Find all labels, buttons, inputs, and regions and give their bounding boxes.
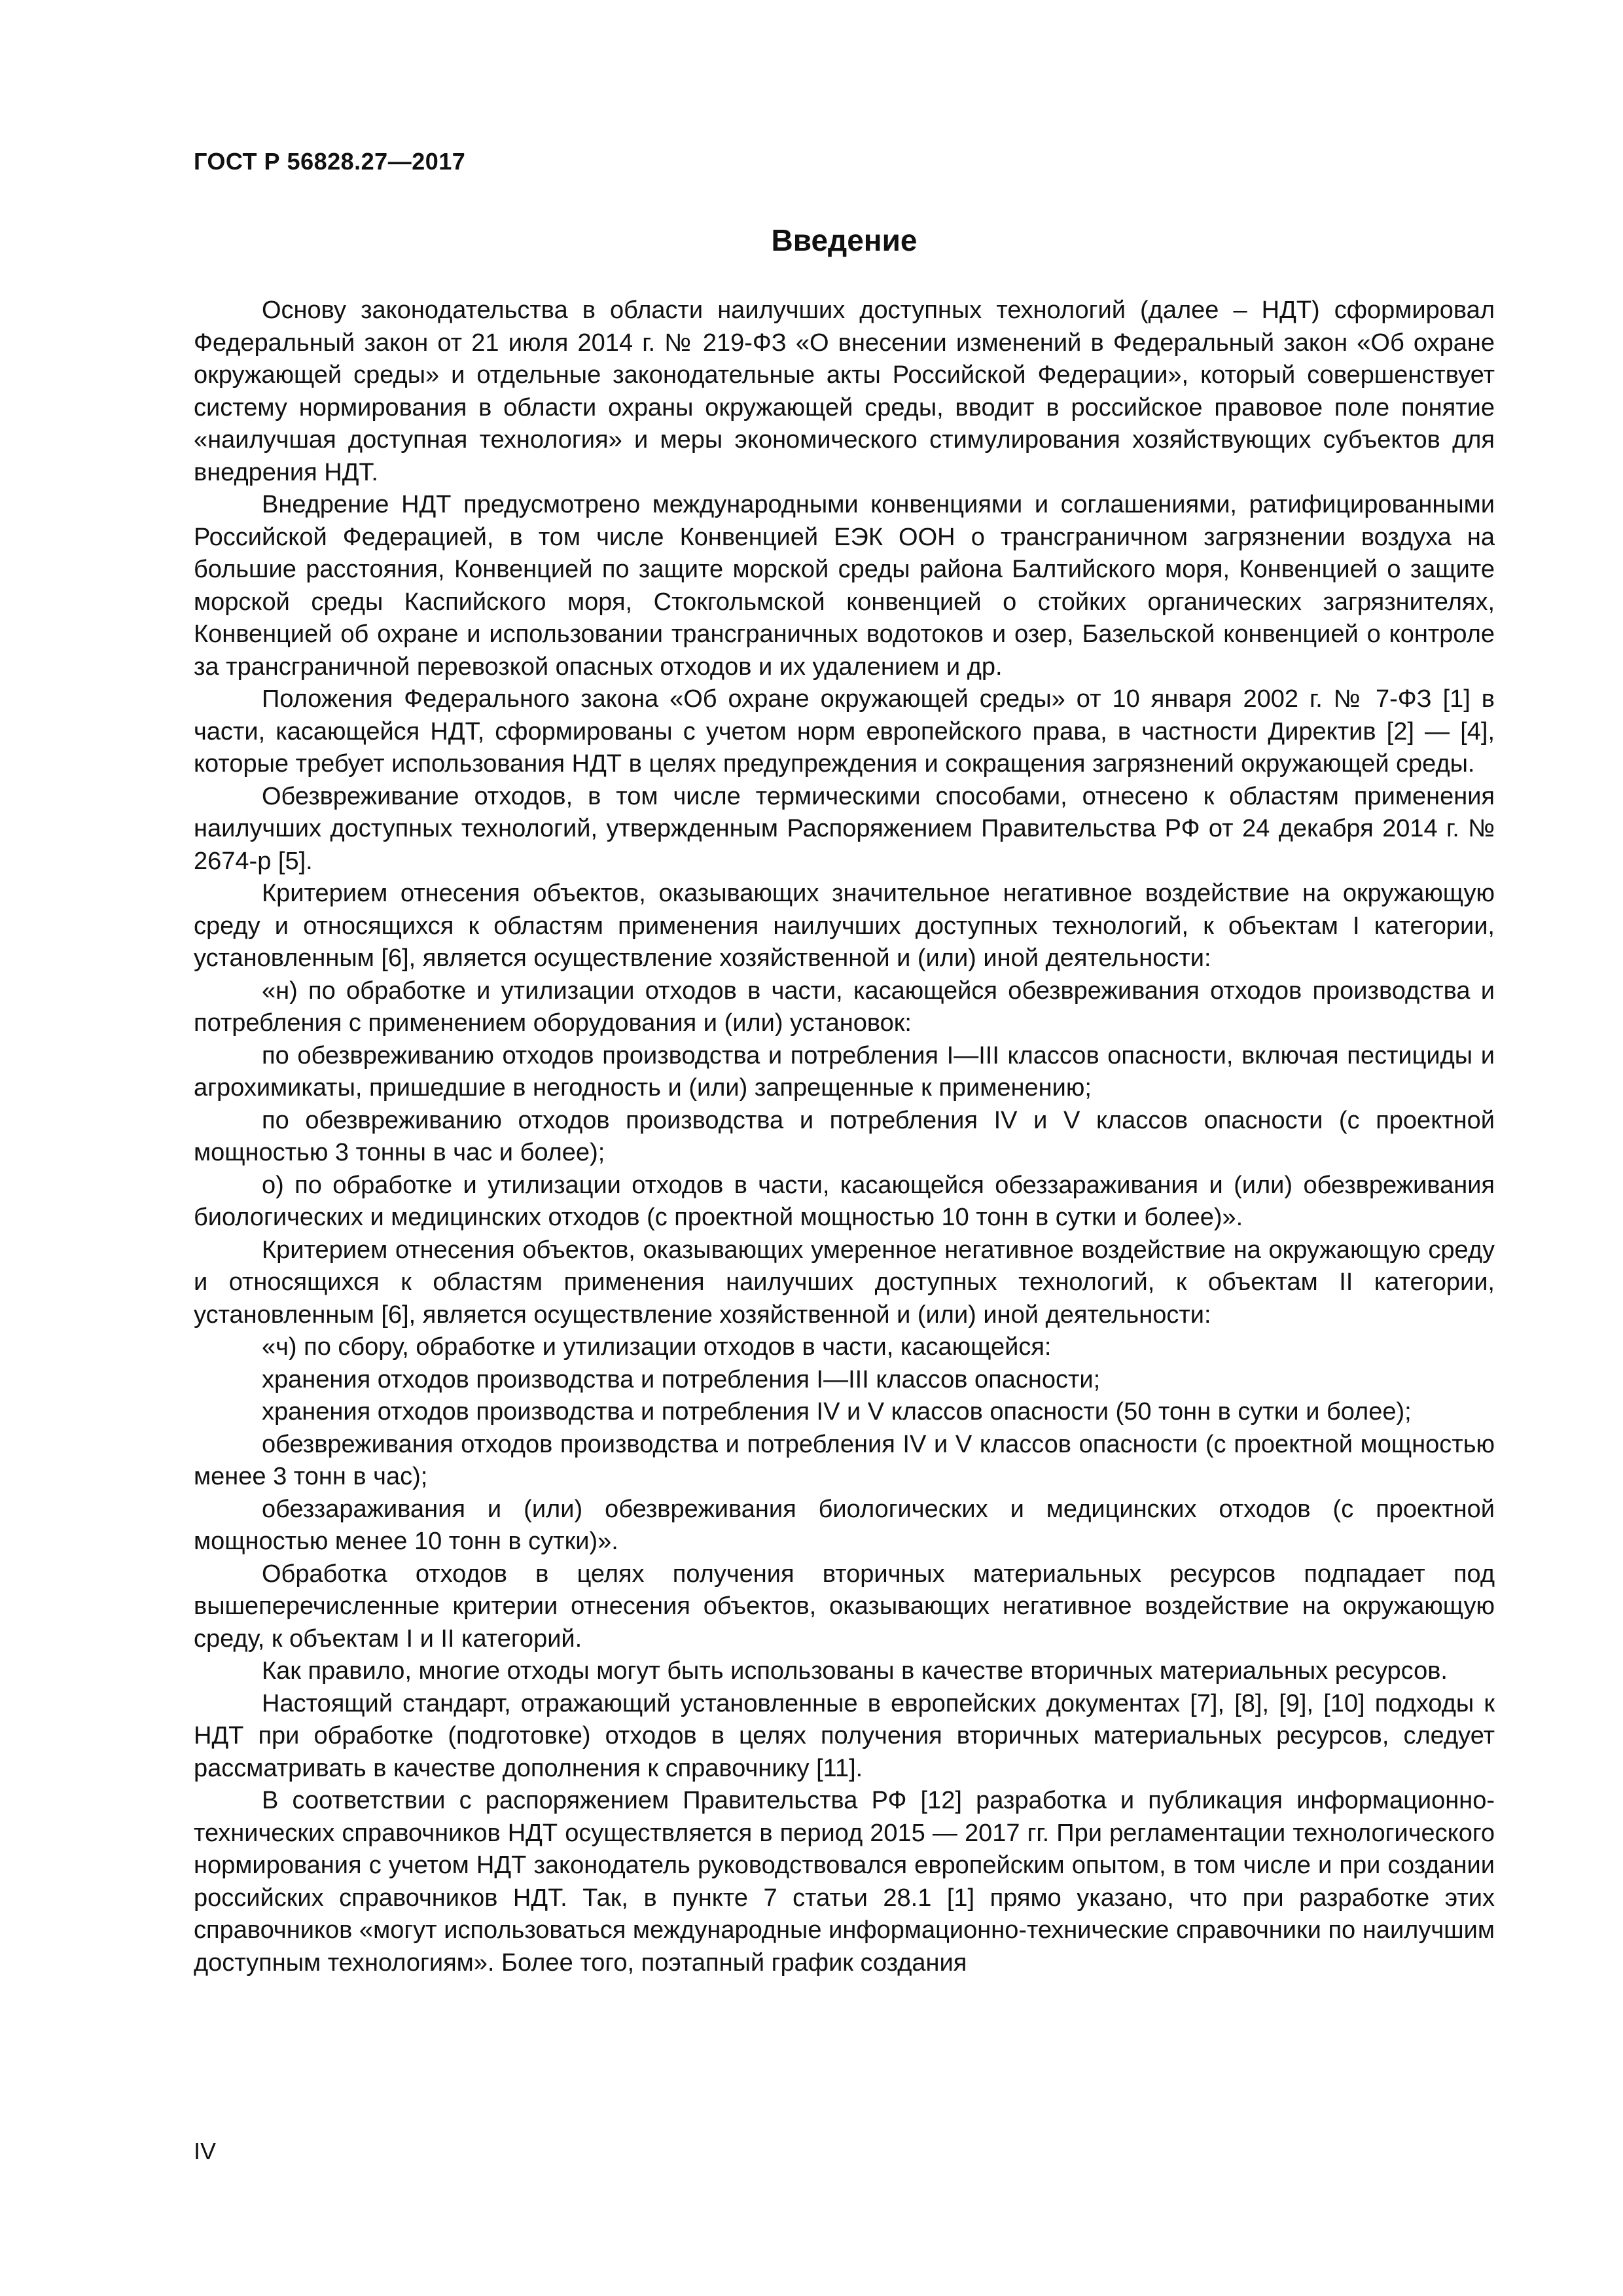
paragraph: по обезвреживанию отходов производства и потребления IV и V классов опасности (с проектной мощностью 3 тонны в час и более); — [194, 1106, 1495, 1166]
paragraph: Обработка отходов в целях получения вторичных материальных ресурсов подпадает под вышеперечисленные критерии отнесения объектов, оказывающих негативное воздействие на окружающую среду, к объектам I и II категорий. — [194, 1560, 1495, 1653]
paragraph: «н) по обработке и утилизации отходов в части, касающейся обезвреживания отходов производства и потребления с применением оборудования и (или) установок: — [194, 977, 1495, 1037]
paragraph: хранения отходов производства и потребления IV и V классов опасности (50 тонн в сутки и более); — [262, 1398, 1412, 1426]
paragraph: хранения отходов производства и потребления I—III классов опасности; — [262, 1365, 1101, 1393]
paragraph: обезвреживания отходов производства и потребления IV и V классов опасности (с проектной мощностью менее 3 тонн в час); — [194, 1430, 1495, 1490]
paragraph: Критерием отнесения объектов, оказывающих значительное негативное воздействие на окружающую среду и относящихся к областям применения наилучших доступных технологий, к объектам I категории, установленным [6], является осуществление хозяйственной и (или) иной деятельности: — [194, 880, 1495, 972]
paragraph: Основу законодательства в области наилучших доступных технологий (далее – НДТ) сформировал Федеральный закон от 21 июля 2014 г. № 219-ФЗ «О внесении изменений в Федеральный закон «Об охране окружающей среды» и отдельные законодательные акты Российской Федерации», который совершенствует систему нормирования в области охраны окружающей среды, вводит в российское правовое поле понятие «наилучшая доступная технология» и меры экономического стимулирования хозяйствующих субъектов для внедрения НДТ. — [194, 296, 1495, 486]
paragraph: Обезвреживание отходов, в том числе термическими способами, отнесено к областям применения наилучших доступных технологий, утвержденным Распоряжением Правительства РФ от 24 декабря 2014 г. № 2674-р [5]. — [194, 782, 1495, 875]
body-text — [194, 295, 1495, 1979]
paragraph: «ч) по сбору, обработке и утилизации отходов в части, касающейся: — [262, 1333, 1052, 1361]
section-title: Введение — [771, 223, 918, 257]
paragraph: Как правило, многие отходы могут быть использованы в качестве вторичных материальных ресурсов. — [262, 1657, 1448, 1685]
paragraph: Настоящий стандарт, отражающий установленные в европейских документах [7], [8], [9], [10] подходы к НДТ при обработке (подготовке) отходов в целях получения вторичных материальных ресурсов, следует рассматривать в качестве дополнения к справочнику [11]. — [194, 1689, 1495, 1782]
paragraph: о) по обработке и утилизации отходов в части, касающейся обеззараживания и (или) обезвреживания биологических и медицинских отходов (с проектной мощностью 10 тонн в сутки и более)». — [194, 1171, 1495, 1231]
paragraph: по обезвреживанию отходов производства и потребления I—III классов опасности, включая пестициды и агрохимикаты, пришедшие в негодность и (или) запрещенные к применению; — [194, 1041, 1495, 1102]
document-code-header: ГОСТ Р 56828.27—2017 — [194, 148, 466, 175]
paragraph: Положения Федерального закона «Об охране окружающей среды» от 10 января 2002 г. № 7-ФЗ [1] в части, касающейся НДТ, сформированы с учетом норм европейского права, в частности Директив [2] — [4], которые требует использования НДТ в целях предупреждения и сокращения загрязнений окружающей среды. — [194, 685, 1495, 778]
paragraph: Внедрение НДТ предусмотрено международными конвенциями и соглашениями, ратифицированными Российской Федерацией, в том числе Конвенцией ЕЭК ООН о трансграничном загрязнении воздуха на большие расстояния, Конвенцией по защите морской среды района Балтийского моря, Конвенцией о защите морской среды Каспийского моря, Стокгольмской конвенцией о стойких органических загрязнителях, Конвенцией об охране и использовании трансграничных водотоков и озер, Базельской конвенцией о контроле за трансграничной перевозкой опасных отходов и их удалением и др. — [194, 491, 1495, 681]
page-number: IV — [194, 2138, 217, 2164]
paragraph: Критерием отнесения объектов, оказывающих умеренное негативное воздействие на окружающую среду и относящихся к областям применения наилучших доступных технологий, к объектам II категории, установленным [6], является осуществление хозяйственной и (или) иной деятельности: — [194, 1236, 1495, 1329]
paragraph: обеззараживания и (или) обезвреживания биологических и медицинских отходов (с проектной мощностью менее 10 тонн в сутки)». — [194, 1495, 1495, 1555]
paragraph: В соответствии с распоряжением Правительства РФ [12] разработка и публикация информационно-технических справочников НДТ осуществляется в период 2015 — 2017 гг. При регламентации технологического нормирования с учетом НДТ законодатель руководствовался европейским опытом, в том числе и при создании российских справочников НДТ. Так, в пункте 7 статьи 28.1 [1] прямо указано, что при разработке этих справочников «могут использоваться международные информационно-технические справочники по наилучшим доступным технологиям». Более того, поэтапный график создания — [194, 1787, 1495, 1977]
